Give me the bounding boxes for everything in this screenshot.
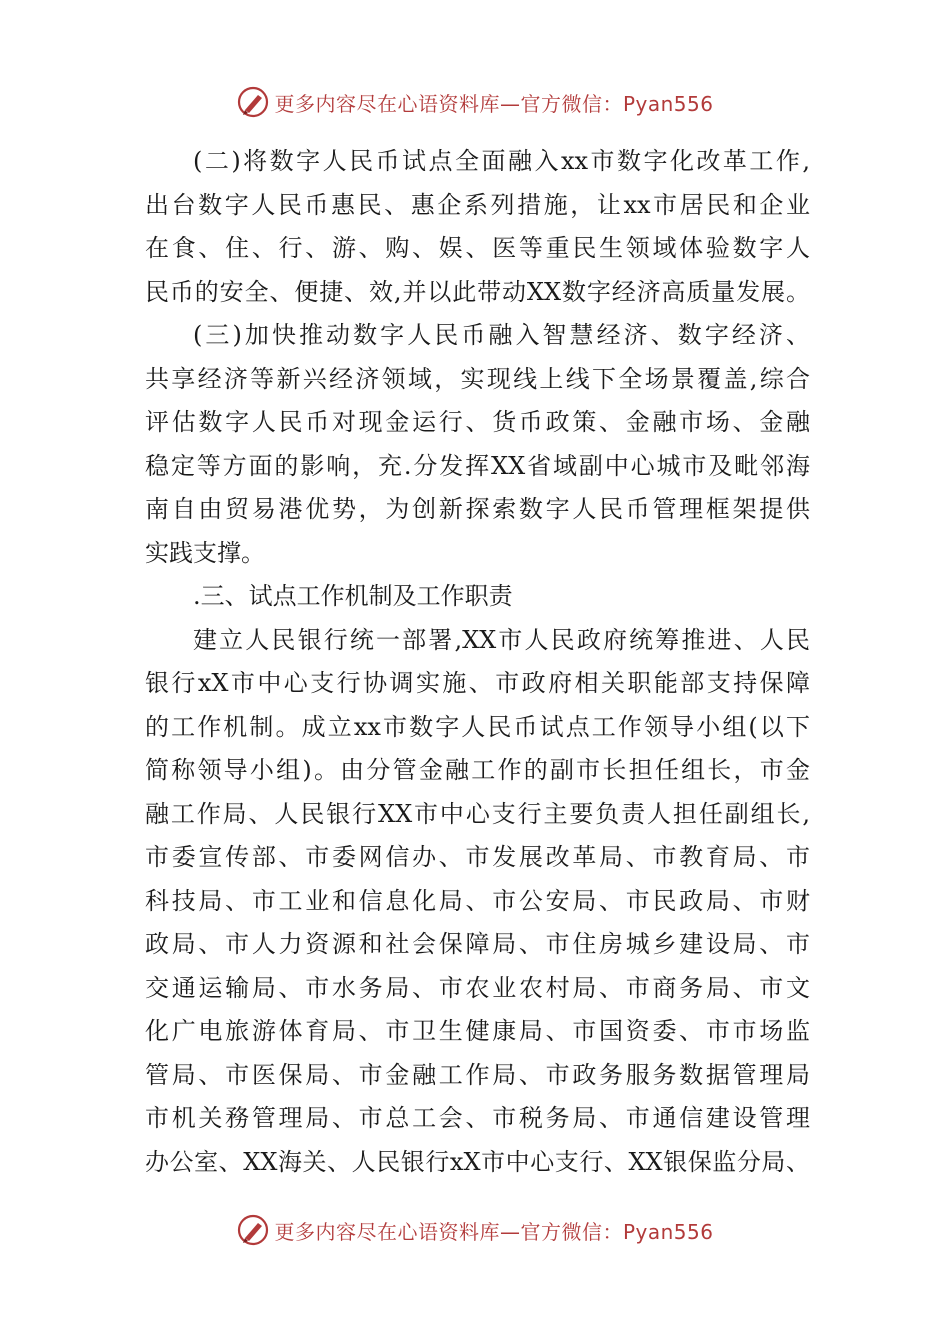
text-line: 市机关務管理局、市总工会、市税务局、市通信建设管理 — [145, 1104, 810, 1132]
text-line: 的工作机制。成立xx市数字人民币试点工作领导小组(以下 — [145, 712, 810, 741]
text-line: 建立人民银行统一部署,XX市人民政府统筹推进、人民 — [193, 625, 810, 654]
text-line: 政局、市人力资源和社会保障局、市住房城乡建设局、市 — [145, 930, 810, 958]
text-line: 实践支撑。 — [145, 538, 265, 567]
text-line: (二)将数字人民币试点全面融入xx市数字化改革工作, — [193, 147, 810, 175]
text-line: 简称领导小组)。由分管金融工作的副市长担任组长，市金 — [145, 756, 810, 784]
text-line: 评估数字人民币对现金运行、货币政策、金融市场、金融 — [145, 408, 810, 436]
text-line: 银行xX市中心支行协调实施、市政府相关职能部支持保障 — [145, 669, 810, 697]
text-line: 南自由贸易港优势，为创新探索数字人民币管理框架提供 — [145, 495, 810, 523]
text-line: 交通运输局、市水务局、市农业农村局、市商务局、市文 — [145, 973, 810, 1002]
pen-logo-icon — [236, 1213, 270, 1247]
text-line: 出台数字人民币惠民、惠企系列措施，让xx市居民和企业 — [145, 190, 810, 219]
text-line: 科技局、市工业和信息化局、市公安局、市民政局、市财 — [145, 886, 810, 915]
text-line: 民币的安全、便捷、效,并以此带动XX数字经济高质量发展。 — [145, 277, 810, 306]
footer-watermark-banner — [0, 1210, 950, 1250]
section-heading: .三、试点工作机制及工作职责 — [193, 582, 513, 610]
banner-text: 更多内容尽在心语资料库—官方微信：Pyan556 — [274, 91, 714, 116]
banner-text: 更多内容尽在心语资料库—官方微信：Pyan556 — [274, 1219, 714, 1244]
text-line: 管局、市医保局、市金融工作局、市政务服务数据管理局 — [145, 1060, 810, 1089]
text-line: 共享经济等新兴经济领域，实现线上线下全场景覆盖,综合 — [145, 364, 810, 393]
text-line: (三)加快推动数字人民币融入智慧经济、数字经济、 — [193, 321, 810, 349]
text-line: 办公室、XX海关、人民银行xX市中心支行、XX银保监分局、 — [145, 1147, 810, 1176]
text-line: 稳定等方面的影响，充.分发挥XX省域副中心城市及毗邻海 — [145, 451, 810, 480]
text-line: 融工作局、人民银行XX市中心支行主要负责人担任副组长, — [145, 799, 810, 828]
text-line: 市委宣传部、市委网信办、市发展改革局、市教育局、市 — [145, 843, 810, 871]
header-watermark-banner — [0, 82, 950, 122]
pen-logo-icon — [236, 85, 270, 119]
text-line: 在食、住、行、游、购、娱、医等重民生领域体验数字人 — [145, 234, 810, 262]
document-body — [145, 140, 810, 1184]
text-line: 化广电旅游体育局、市卫生健康局、市国资委、市市场监 — [145, 1017, 810, 1045]
